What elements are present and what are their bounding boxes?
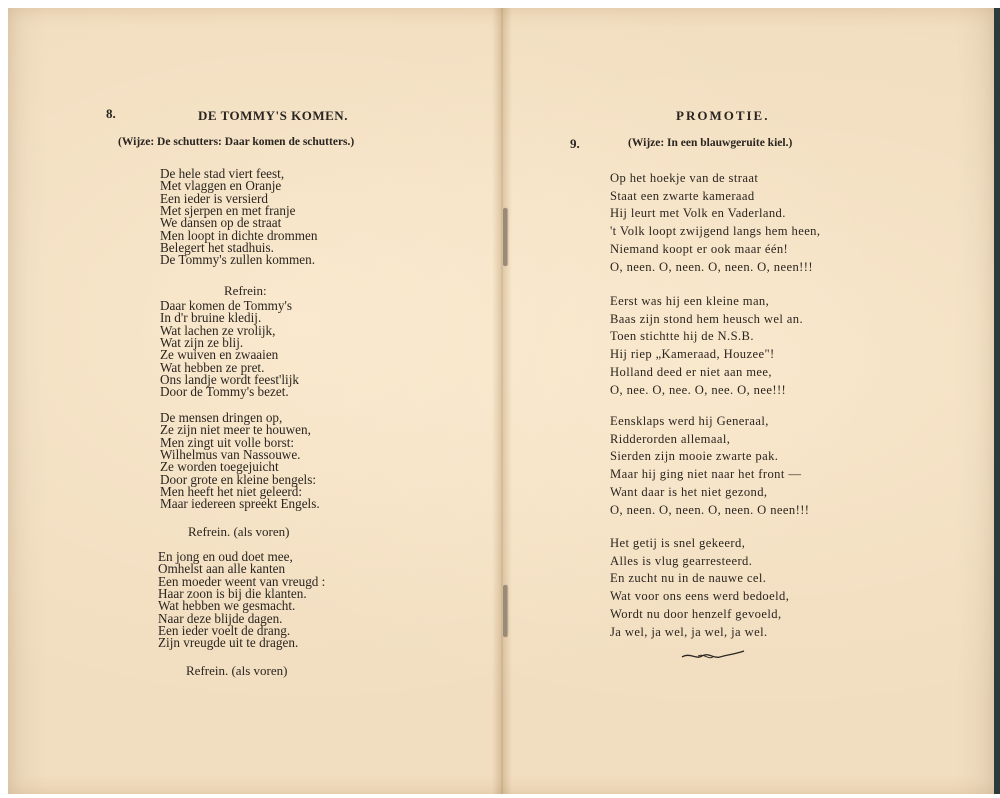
verse-line: Toen stichtte hij de N.S.B.: [610, 329, 754, 344]
verse-line: Daar komen de Tommy's: [160, 298, 292, 313]
verse-line: Wat hebben we gesmacht.: [158, 598, 296, 614]
verse-line: Wat hebben ze pret.: [160, 359, 265, 375]
verse-line: De mensen dringen op,: [160, 410, 283, 425]
verse-line: Ze wuiven en zwaaien: [160, 347, 279, 363]
verse-line: Zijn vreugde uit te dragen.: [158, 635, 299, 651]
flourish-ornament: [680, 648, 746, 664]
staple-bottom: [503, 585, 507, 637]
verse-line: Men zingt uit volle borst:: [160, 434, 295, 450]
refrain: [160, 300, 299, 399]
verse-line: De Tommy's zullen kommen.: [160, 252, 316, 268]
verse-line: Belegert het stadhuis.: [160, 240, 274, 256]
refrain-repeat-label: Refrein. (als voren): [188, 524, 290, 539]
verse-line: Omhelst aan alle kanten: [158, 561, 286, 577]
refrain-repeat-label: Refrein. (als voren): [186, 663, 288, 678]
verse-line: De hele stad viert feest,: [160, 166, 285, 181]
song-title: PROMOTIE.: [676, 108, 770, 123]
verse-line: Ze worden toegejuicht: [160, 459, 279, 475]
verse-line: Niemand koopt er ook maar één!: [610, 241, 789, 256]
verse-line: O, neen. O, neen. O, neen. O neen!!!: [610, 502, 810, 517]
verse-line: Haar zoon is bij die klanten.: [158, 586, 307, 602]
verse-line: In d'r bruine kledij.: [160, 310, 262, 326]
verse-line: Wat voor ons eens werd bedoeld,: [610, 589, 790, 604]
verse-line: Door grote en kleine bengels:: [160, 471, 317, 487]
verse-line: En zucht nu in de nauwe cel.: [610, 571, 767, 586]
stanza: [160, 168, 318, 267]
verse-line: Met sjerpen en met franje: [160, 203, 296, 219]
verse-line: Wordt nu door henzelf gevoeld,: [610, 606, 782, 621]
verse-line: Hij riep „Kameraad, Houzee"!: [610, 347, 775, 362]
verse-line: Baas zijn stond hem heusch wel an.: [610, 311, 804, 326]
tune-line: (Wijze: In een blauwgeruite kiel.): [628, 137, 793, 149]
verse-line: Ridderorden allemaal,: [610, 431, 731, 446]
verse-line: Alles is vlug gearresteerd.: [610, 553, 753, 568]
verse-line: Naar deze blijde dagen.: [158, 610, 283, 626]
verse-line: Op het hoekje van de straat: [610, 171, 759, 185]
verse-line: Wilhelmus van Nassouwe.: [160, 447, 301, 463]
song-title: DE TOMMY'S KOMEN.: [198, 108, 348, 123]
song-number: 9.: [570, 136, 580, 151]
verse-line: Het getij is snel gekeerd,: [610, 536, 746, 550]
verse-line: Een ieder is versierd: [160, 190, 269, 206]
stanza: [610, 170, 820, 276]
stanza: [610, 413, 809, 519]
verse-line: Men heeft het niet geleerd:: [160, 484, 303, 500]
verse-line: Ja wel, ja wel, ja wel, ja wel.: [610, 624, 768, 639]
verse-line: Staat een zwarte kameraad: [610, 188, 755, 203]
verse-line: Ze zijn niet meer te houwen,: [160, 422, 311, 438]
verse-line: Een ieder voelt de drang.: [158, 623, 291, 639]
cover-edge: [994, 8, 1000, 794]
scan-top-edge: [0, 0, 1000, 8]
verse-line: Wat zijn ze blij.: [160, 335, 244, 351]
verse-line: Sierden zijn mooie zwarte pak.: [610, 449, 779, 464]
stanza: [610, 535, 789, 641]
stanza: [158, 551, 325, 650]
verse-line: We dansen op de straat: [160, 215, 282, 231]
staple-top: [503, 208, 507, 266]
verse-line: Wat lachen ze vrolijk,: [160, 322, 276, 338]
verse-line: Door de Tommy's bezet.: [160, 384, 289, 400]
center-fold: [492, 8, 512, 794]
verse-line: O, neen. O, neen. O, neen. O, neen!!!: [610, 259, 813, 274]
verse-line: Maar iedereen spreekt Engels.: [160, 496, 320, 512]
verse-line: Men loopt in dichte drommen: [160, 227, 318, 243]
verse-line: Een moeder weent van vreugd :: [158, 573, 326, 589]
tune-line: (Wijze: De schutters: Daar komen de schutters.): [118, 136, 355, 148]
refrain-label: Refrein:: [224, 283, 267, 298]
stanza: [610, 293, 803, 399]
stanza: [160, 412, 320, 511]
verse-line: Hij leurt met Volk en Vaderland.: [610, 206, 786, 221]
song-number: 8.: [106, 106, 116, 121]
verse-line: Met vlaggen en Oranje: [160, 178, 282, 194]
verse-line: Eerst was hij een kleine man,: [610, 294, 770, 308]
verse-line: En jong en oud doet mee,: [158, 549, 293, 564]
verse-line: Maar hij ging niet naar het front —: [610, 467, 802, 482]
verse-line: Eensklaps werd hij Generaal,: [610, 414, 769, 428]
verse-line: O, nee. O, nee. O, nee. O, nee!!!: [610, 382, 787, 397]
verse-line: 't Volk loopt zwijgend langs hem heen,: [610, 224, 821, 239]
verse-line: Holland deed er niet aan mee,: [610, 364, 772, 379]
verse-line: Ons landje wordt feest'lijk: [160, 372, 299, 388]
verse-line: Want daar is het niet gezond,: [610, 484, 768, 499]
